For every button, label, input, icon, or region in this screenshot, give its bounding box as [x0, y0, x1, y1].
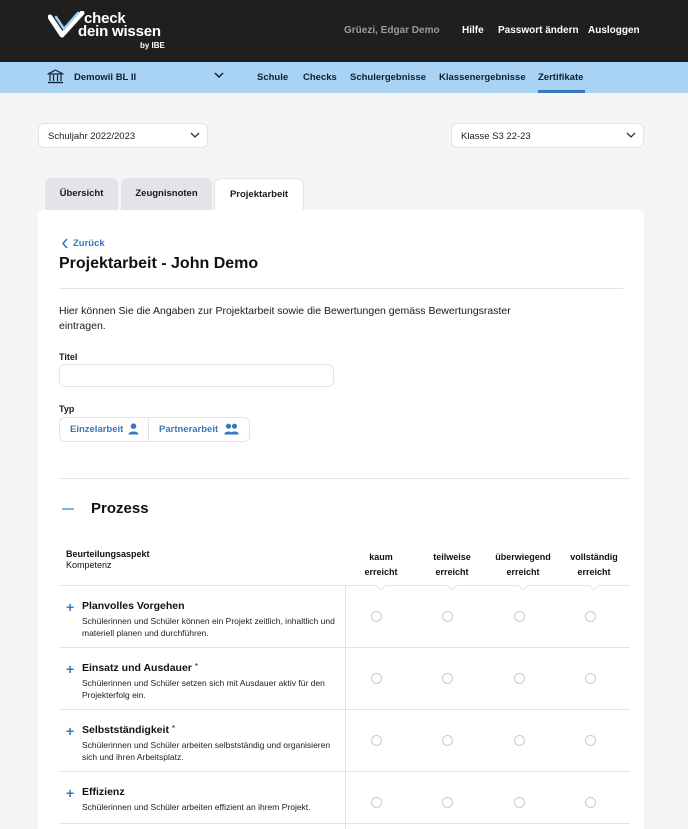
content-card: [38, 210, 644, 829]
column-header-kaum: [341, 550, 421, 580]
column-header-line2: erreicht: [435, 567, 469, 577]
row-title-einsatz-und-ausdauer: [82, 662, 198, 674]
rating-radio-teilweise[interactable]: [442, 797, 453, 808]
page-title: Projektarbeit - John Demo: [59, 255, 259, 272]
table-row-divider: [59, 709, 630, 710]
rating-radio-ueberwiegend[interactable]: [514, 735, 525, 746]
partnerarbeit-button[interactable]: Partnerarbeit: [159, 424, 219, 435]
row-title-text: Planvolles Vorgehen: [82, 600, 185, 612]
tab-zeugnisnoten[interactable]: Zeugnisnoten: [121, 178, 212, 210]
logo-text-check: check: [84, 10, 126, 27]
header-beurteilungsaspekt: Beurteilungsaspekt: [66, 549, 150, 559]
column-header-line2: erreicht: [506, 567, 540, 577]
required-marker: *: [194, 662, 198, 671]
class-select-value: Klasse S3 22-23: [461, 131, 531, 142]
logo-text-by-ibe: by IBE: [140, 41, 165, 50]
rating-radio-vollstaendig[interactable]: [585, 611, 596, 622]
rating-radio-vollstaendig[interactable]: [585, 735, 596, 746]
school-building-icon: [47, 69, 64, 84]
rating-radio-kaum[interactable]: [371, 735, 382, 746]
chevron-left-icon: [61, 238, 69, 249]
column-header-line1: teilweise: [433, 552, 471, 562]
table-row-divider: [59, 771, 630, 772]
row-description: Schülerinnen und Schüler arbeiten selbstständig und organisieren sich und ihren Arbeitsplatz.: [82, 740, 331, 762]
nav-schule[interactable]: Schule: [257, 72, 289, 83]
expand-plus-icon[interactable]: +: [66, 661, 75, 677]
sub-navigation: [0, 62, 688, 93]
divider: [59, 288, 623, 289]
help-link[interactable]: Hilfe: [462, 25, 484, 36]
header-kompetenz: Kompetenz: [66, 560, 112, 570]
row-title-effizienz: [82, 786, 125, 798]
rating-radio-ueberwiegend[interactable]: [514, 673, 525, 684]
active-nav-indicator: [538, 90, 585, 93]
column-header-line1: überwiegend: [495, 552, 551, 562]
school-selector[interactable]: Demowil BL II: [74, 72, 137, 83]
chevron-down-icon[interactable]: [214, 72, 224, 79]
column-notch: [589, 585, 599, 591]
rating-radio-teilweise[interactable]: [442, 735, 453, 746]
rating-radio-vollstaendig[interactable]: [585, 797, 596, 808]
column-header-ueberwiegend: [483, 550, 563, 580]
collapse-icon[interactable]: [62, 508, 74, 510]
column-header-teilweise: [412, 550, 492, 580]
change-password-link[interactable]: Passwort ändern: [498, 25, 579, 36]
back-link-label: Zurück: [73, 238, 105, 249]
year-select[interactable]: [38, 123, 208, 148]
rating-radio-teilweise[interactable]: [442, 611, 453, 622]
divider: [59, 478, 630, 479]
logout-link[interactable]: Ausloggen: [588, 25, 640, 36]
nav-schulergebnisse[interactable]: Schulergebnisse: [350, 72, 427, 83]
expand-plus-icon[interactable]: +: [66, 785, 75, 801]
section-title: Prozess: [91, 500, 149, 517]
column-notch: [518, 585, 528, 591]
rating-radio-teilweise[interactable]: [442, 673, 453, 684]
nav-klassenergebnisse[interactable]: Klassenergebnisse: [439, 72, 526, 83]
top-bar: [0, 0, 688, 62]
nav-checks[interactable]: Checks: [303, 72, 337, 83]
rating-radio-ueberwiegend[interactable]: [514, 611, 525, 622]
nav-zertifikate[interactable]: Zertifikate: [538, 72, 584, 83]
row-title-selbststaendigkeit: [82, 724, 175, 736]
table-row-divider: [59, 647, 630, 648]
column-notch: [376, 585, 386, 591]
column-header-line2: erreicht: [364, 567, 398, 577]
rating-radio-kaum[interactable]: [371, 673, 382, 684]
table-row-divider: [59, 823, 630, 824]
logo[interactable]: [48, 11, 178, 53]
expand-plus-icon[interactable]: +: [66, 723, 75, 739]
typ-label: Typ: [59, 404, 75, 414]
typ-toggle-group: [59, 417, 250, 442]
titel-label: Titel: [59, 352, 78, 362]
person-icon: [128, 423, 139, 435]
row-title-planvolles-vorgehen: [82, 600, 185, 612]
rating-radio-ueberwiegend[interactable]: [514, 797, 525, 808]
logo-text-dein-wissen: dein wissen: [78, 23, 161, 40]
row-description: Schülerinnen und Schüler arbeiten effizient an ihrem Projekt.: [82, 802, 311, 812]
class-select[interactable]: [451, 123, 644, 148]
column-header-line1: vollständig: [570, 552, 618, 562]
tab-uebersicht[interactable]: Übersicht: [45, 178, 118, 210]
two-persons-icon: [224, 423, 239, 435]
table-column-divider: [345, 586, 346, 829]
column-notch: [447, 585, 457, 591]
rating-radio-vollstaendig[interactable]: [585, 673, 596, 684]
einzelarbeit-button[interactable]: Einzelarbeit: [70, 424, 124, 435]
chevron-down-icon: [190, 132, 200, 139]
row-description: Schülerinnen und Schüler setzen sich mit Ausdauer aktiv für den Projekterfolg ein.: [82, 678, 325, 700]
tab-projektarbeit[interactable]: Projektarbeit: [214, 178, 304, 211]
row-title-text: Einsatz und Ausdauer: [82, 662, 192, 674]
rating-radio-kaum[interactable]: [371, 611, 382, 622]
year-select-value: Schuljahr 2022/2023: [48, 131, 136, 142]
chevron-down-icon: [626, 132, 636, 139]
column-header-line1: kaum: [369, 552, 393, 562]
row-title-text: Selbstständigkeit: [82, 724, 169, 736]
column-header-line2: erreicht: [577, 567, 611, 577]
row-title-text: Effizienz: [82, 786, 125, 798]
row-description: Schülerinnen und Schüler können ein Projekt zeitlich, inhaltlich und materiell planen und durchführen.: [82, 616, 335, 638]
typ-separator: [148, 418, 149, 441]
rating-radio-kaum[interactable]: [371, 797, 382, 808]
titel-input[interactable]: [59, 364, 334, 387]
required-marker: *: [171, 724, 175, 733]
intro-text: Hier können Sie die Angaben zur Projektarbeit sowie die Bewertungen gemäss Bewertungsraster eintragen.: [59, 305, 511, 332]
user-greeting: Grüezi, Edgar Demo: [344, 25, 440, 36]
expand-plus-icon[interactable]: +: [66, 599, 75, 615]
column-header-vollstaendig: [554, 550, 634, 580]
